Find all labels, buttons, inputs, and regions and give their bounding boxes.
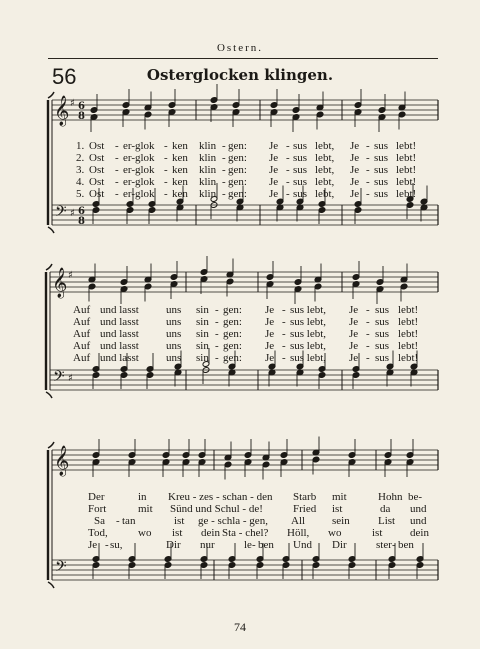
lyric-syllable: - <box>222 140 226 152</box>
lyric-line <box>60 164 440 176</box>
lyric-syllable: ist <box>332 503 343 515</box>
verse-number: 2. <box>76 152 85 164</box>
lyric-syllable: und <box>410 503 427 515</box>
hymn-number: 56 <box>52 64 77 89</box>
lyric-syllable: gen: <box>228 140 247 152</box>
lyric-syllable: er-glok <box>123 152 155 164</box>
lyric-syllable: wo <box>328 527 342 539</box>
lyric-syllable: - <box>286 188 290 200</box>
lyric-syllable: - <box>164 176 168 188</box>
lyric-syllable: Auf <box>73 304 91 316</box>
lyric-syllable: su, <box>110 539 123 551</box>
lyric-syllable: Sta - chel? <box>222 527 269 539</box>
lyric-syllable: ben <box>398 539 414 551</box>
lyric-syllable: - <box>282 352 286 364</box>
lyric-syllable: sus <box>374 140 389 152</box>
key-signature-sharp: ♯ <box>68 373 73 384</box>
lyric-syllable: Auf <box>73 316 91 328</box>
key-signature-sharp: ♯ <box>70 98 75 109</box>
lyric-syllable: lebt! <box>396 152 417 164</box>
lyric-syllable: uns <box>166 352 182 364</box>
lyric-syllable: - <box>282 328 286 340</box>
bracket-cap <box>46 392 52 398</box>
lyric-syllable: Je <box>265 352 275 364</box>
lyric-syllable: - <box>115 176 119 188</box>
lyric-syllable: Je <box>265 340 275 352</box>
lyric-syllable: ge - schla - gen, <box>198 515 268 527</box>
lyric-syllable: - <box>286 176 290 188</box>
section-header: Ostern. <box>216 42 264 54</box>
lyric-syllable: Ost <box>89 176 105 188</box>
lyric-line <box>60 316 440 328</box>
lyric-syllable: be- <box>408 491 423 503</box>
page-number: 74 <box>234 620 246 634</box>
lyrics-system-1 <box>60 140 440 200</box>
lyric-syllable: - <box>366 340 370 352</box>
lyric-syllable: lebt! <box>398 328 419 340</box>
lyric-syllable: klin <box>199 176 217 188</box>
lyric-syllable: und lasst <box>100 352 139 364</box>
lyric-syllable: sein <box>332 515 350 527</box>
lyric-syllable: - <box>366 176 370 188</box>
lyric-syllable: Je <box>265 328 275 340</box>
lyric-syllable: sus <box>293 176 308 188</box>
lyric-syllable: Höll, <box>287 527 310 539</box>
lyric-syllable: sus <box>293 164 308 176</box>
lyric-syllable: und <box>410 515 427 527</box>
lyric-syllable: sin <box>196 352 209 364</box>
lyric-syllable: sus <box>375 316 390 328</box>
lyric-syllable: Je <box>350 164 360 176</box>
lyric-syllable: sus <box>374 164 389 176</box>
lyric-syllable: Dir <box>166 539 181 551</box>
lyric-syllable: - <box>366 328 370 340</box>
lyric-syllable: - <box>215 328 219 340</box>
lyric-syllable: - <box>164 164 168 176</box>
lyric-syllable: - <box>252 539 256 551</box>
lyric-syllable: - <box>215 352 219 364</box>
lyric-syllable: - <box>366 352 370 364</box>
lyric-syllable: lebt! <box>396 176 417 188</box>
lyric-syllable: lebt, <box>315 176 335 188</box>
lyric-syllable: Je <box>349 352 359 364</box>
lyric-syllable: gen: <box>223 304 242 316</box>
lyric-syllable: Kreu - zes - schan - den <box>168 491 273 503</box>
treble-clef: 𝄞 <box>54 96 70 126</box>
bracket-cap <box>48 582 54 588</box>
lyric-line <box>60 515 440 527</box>
lyric-syllable: tan <box>122 515 136 527</box>
lyric-syllable: Und <box>293 539 312 551</box>
time-signature: 6 <box>78 206 85 217</box>
lyric-line <box>60 352 440 364</box>
lyric-line <box>60 152 440 164</box>
lyric-syllable: und lasst <box>100 340 139 352</box>
lyric-line <box>60 140 440 152</box>
bracket-cap <box>48 227 54 233</box>
lyric-syllable: Je <box>349 316 359 328</box>
lyric-syllable: er-glok <box>123 140 155 152</box>
lyric-syllable: lebt, <box>315 164 335 176</box>
lyric-syllable: gen: <box>223 316 242 328</box>
lyric-syllable: Je <box>269 140 279 152</box>
lyric-syllable: - <box>366 152 370 164</box>
lyric-syllable: gen: <box>228 176 247 188</box>
lyric-syllable: klin <box>199 140 217 152</box>
lyric-line <box>60 176 440 188</box>
lyric-syllable: lebt! <box>398 352 419 364</box>
lyric-syllable: Je <box>269 152 279 164</box>
verse-number: 4. <box>76 176 85 188</box>
lyric-syllable: - <box>286 164 290 176</box>
lyric-syllable: Fort <box>88 503 107 515</box>
bass-clef: 𝄢 <box>55 203 67 224</box>
lyric-syllable: - <box>105 539 109 551</box>
lyric-syllable: lebt! <box>398 316 419 328</box>
lyric-syllable: wo <box>138 527 152 539</box>
lyric-syllable: le <box>244 539 252 551</box>
lyrics-system-3 <box>60 491 440 551</box>
lyric-syllable: - <box>282 304 286 316</box>
lyric-syllable: gen: <box>228 164 247 176</box>
lyric-syllable: Ost <box>89 164 105 176</box>
lyric-line <box>60 304 440 316</box>
lyric-syllable: mit <box>332 491 347 503</box>
lyric-syllable: - <box>366 304 370 316</box>
lyric-syllable: Auf <box>73 340 91 352</box>
lyric-syllable: - <box>366 140 370 152</box>
lyric-syllable: sus <box>374 176 389 188</box>
lyric-syllable: - <box>116 515 120 527</box>
lyric-syllable: Je <box>349 304 359 316</box>
lyric-syllable: Je <box>88 539 98 551</box>
lyric-syllable: mit <box>138 503 153 515</box>
lyric-syllable: Tod, <box>88 527 108 539</box>
lyric-syllable: Je <box>269 164 279 176</box>
lyric-syllable: lebt! <box>398 304 419 316</box>
lyric-syllable: lebt! <box>396 140 417 152</box>
lyric-syllable: - <box>115 152 119 164</box>
lyric-syllable: - <box>366 316 370 328</box>
bass-clef: 𝄢 <box>55 558 67 579</box>
lyric-syllable: - <box>222 152 226 164</box>
lyric-syllable: klin <box>199 188 217 200</box>
lyric-syllable: lebt! <box>396 188 417 200</box>
lyric-syllable: - <box>392 539 396 551</box>
lyric-syllable: lebt! <box>396 164 417 176</box>
lyric-syllable: - <box>286 140 290 152</box>
lyric-syllable: klin <box>199 164 217 176</box>
lyric-syllable: uns <box>166 328 182 340</box>
lyric-syllable: dein <box>410 527 429 539</box>
lyric-syllable: ken <box>172 188 188 200</box>
lyric-syllable: sin <box>196 340 209 352</box>
lyric-syllable: - <box>215 304 219 316</box>
lyric-syllable: - <box>164 140 168 152</box>
lyric-syllable: gen: <box>223 328 242 340</box>
bass-clef: 𝄢 <box>53 368 65 389</box>
lyric-syllable: ken <box>172 140 188 152</box>
time-signature: 8 <box>78 216 85 227</box>
lyric-syllable: er-glok <box>123 176 155 188</box>
time-signature: 6 <box>78 101 85 112</box>
lyric-syllable: Je <box>269 176 279 188</box>
lyric-syllable: sus lebt, <box>290 304 327 316</box>
lyric-syllable: sus <box>293 140 308 152</box>
lyric-syllable: List <box>378 515 396 527</box>
lyric-syllable: er-glok <box>123 188 155 200</box>
lyric-syllable: gen: <box>228 188 247 200</box>
lyric-syllable: sus lebt, <box>290 328 327 340</box>
lyric-syllable: All <box>291 515 306 527</box>
lyric-syllable: ben <box>258 539 274 551</box>
lyric-syllable: Je <box>349 340 359 352</box>
lyric-syllable: - <box>164 188 168 200</box>
lyric-syllable: - <box>215 316 219 328</box>
lyric-syllable: Fried <box>293 503 317 515</box>
lyric-syllable: uns <box>166 304 182 316</box>
lyric-syllable: sus <box>375 352 390 364</box>
lyric-line <box>60 539 440 551</box>
lyric-syllable: gen: <box>223 352 242 364</box>
lyric-syllable: Je <box>349 328 359 340</box>
lyric-syllable: gen: <box>228 152 247 164</box>
treble-clef: 𝄞 <box>54 446 70 476</box>
lyric-syllable: sus <box>375 328 390 340</box>
lyric-syllable: sus lebt, <box>290 316 327 328</box>
lyric-syllable: ist <box>174 515 185 527</box>
lyric-line <box>60 503 440 515</box>
lyric-syllable: und lasst <box>100 304 139 316</box>
lyric-syllable: er-glok <box>123 164 155 176</box>
lyric-syllable: ken <box>172 176 188 188</box>
lyric-syllable: - <box>366 164 370 176</box>
lyric-syllable: Dir <box>332 539 347 551</box>
lyric-syllable: - <box>282 340 286 352</box>
lyric-syllable: - <box>222 188 226 200</box>
lyric-syllable: Ost <box>89 188 105 200</box>
lyric-syllable: Starb <box>293 491 317 503</box>
lyric-syllable: - <box>115 188 119 200</box>
lyric-syllable: - <box>282 316 286 328</box>
lyric-syllable: und lasst <box>100 328 139 340</box>
lyric-syllable: Je <box>350 176 360 188</box>
lyric-syllable: Hohn <box>378 491 403 503</box>
lyric-syllable: Je <box>350 188 360 200</box>
lyric-syllable: sus <box>293 188 308 200</box>
lyric-syllable: - <box>286 152 290 164</box>
lyric-syllable: sus <box>374 188 389 200</box>
lyric-syllable: - <box>164 152 168 164</box>
lyric-syllable: Ost <box>89 152 105 164</box>
lyric-syllable: - <box>115 164 119 176</box>
lyric-syllable: ster <box>376 539 392 551</box>
lyric-syllable: lebt, <box>315 140 335 152</box>
lyric-syllable: lebt, <box>315 152 335 164</box>
lyric-syllable: sus <box>374 152 389 164</box>
lyric-syllable: - <box>215 340 219 352</box>
hymn-title: Osterglocken klingen. <box>146 66 334 84</box>
lyric-syllable: Je <box>265 316 275 328</box>
lyric-syllable: klin <box>199 152 217 164</box>
time-signature: 8 <box>78 111 85 122</box>
lyric-syllable: Je <box>350 140 360 152</box>
lyric-syllable: dein <box>201 527 220 539</box>
lyric-line <box>60 188 440 200</box>
lyric-syllable: Auf <box>73 328 91 340</box>
lyric-syllable: in <box>138 491 147 503</box>
lyric-line <box>60 340 440 352</box>
lyric-syllable: nur <box>200 539 215 551</box>
key-signature-sharp: ♯ <box>70 208 75 219</box>
verse-number: 5. <box>76 188 85 200</box>
lyric-syllable: Je <box>269 188 279 200</box>
lyric-syllable: sus <box>375 340 390 352</box>
lyric-syllable: Ost <box>89 140 105 152</box>
lyric-syllable: ist <box>372 527 383 539</box>
lyric-syllable: ken <box>172 152 188 164</box>
lyric-syllable: gen: <box>223 340 242 352</box>
lyric-syllable: ist <box>172 527 183 539</box>
verse-number: 1. <box>76 140 85 152</box>
lyric-syllable: Der <box>88 491 105 503</box>
lyric-syllable: - <box>222 164 226 176</box>
lyric-syllable: lebt! <box>398 340 419 352</box>
lyric-syllable: sus lebt, <box>290 352 327 364</box>
lyric-syllable: - <box>222 176 226 188</box>
lyric-syllable: lebt, <box>315 188 335 200</box>
lyric-syllable: uns <box>166 316 182 328</box>
lyric-syllable: da <box>380 503 391 515</box>
key-signature-sharp: ♯ <box>68 270 73 281</box>
lyric-syllable: - <box>366 188 370 200</box>
lyric-syllable: ken <box>172 164 188 176</box>
lyric-syllable: und lasst <box>100 316 139 328</box>
lyric-syllable: Auf <box>73 352 91 364</box>
lyric-syllable: sin <box>196 304 209 316</box>
lyric-syllable: sin <box>196 328 209 340</box>
lyric-syllable: uns <box>166 340 182 352</box>
lyric-line <box>60 527 440 539</box>
lyric-syllable: sus <box>375 304 390 316</box>
lyric-syllable: sus <box>293 152 308 164</box>
lyric-line <box>60 491 440 503</box>
verse-number: 3. <box>76 164 85 176</box>
lyric-syllable: Je <box>265 304 275 316</box>
lyric-syllable: sin <box>196 316 209 328</box>
lyric-syllable: - <box>115 140 119 152</box>
lyric-syllable: Sa <box>94 515 105 527</box>
lyric-syllable: Sünd und Schul - de! <box>170 503 263 515</box>
lyrics-system-2 <box>60 304 440 364</box>
lyric-syllable: Je <box>350 152 360 164</box>
treble-clef: 𝄞 <box>52 268 68 298</box>
lyric-syllable: sus lebt, <box>290 340 327 352</box>
lyric-line <box>60 328 440 340</box>
